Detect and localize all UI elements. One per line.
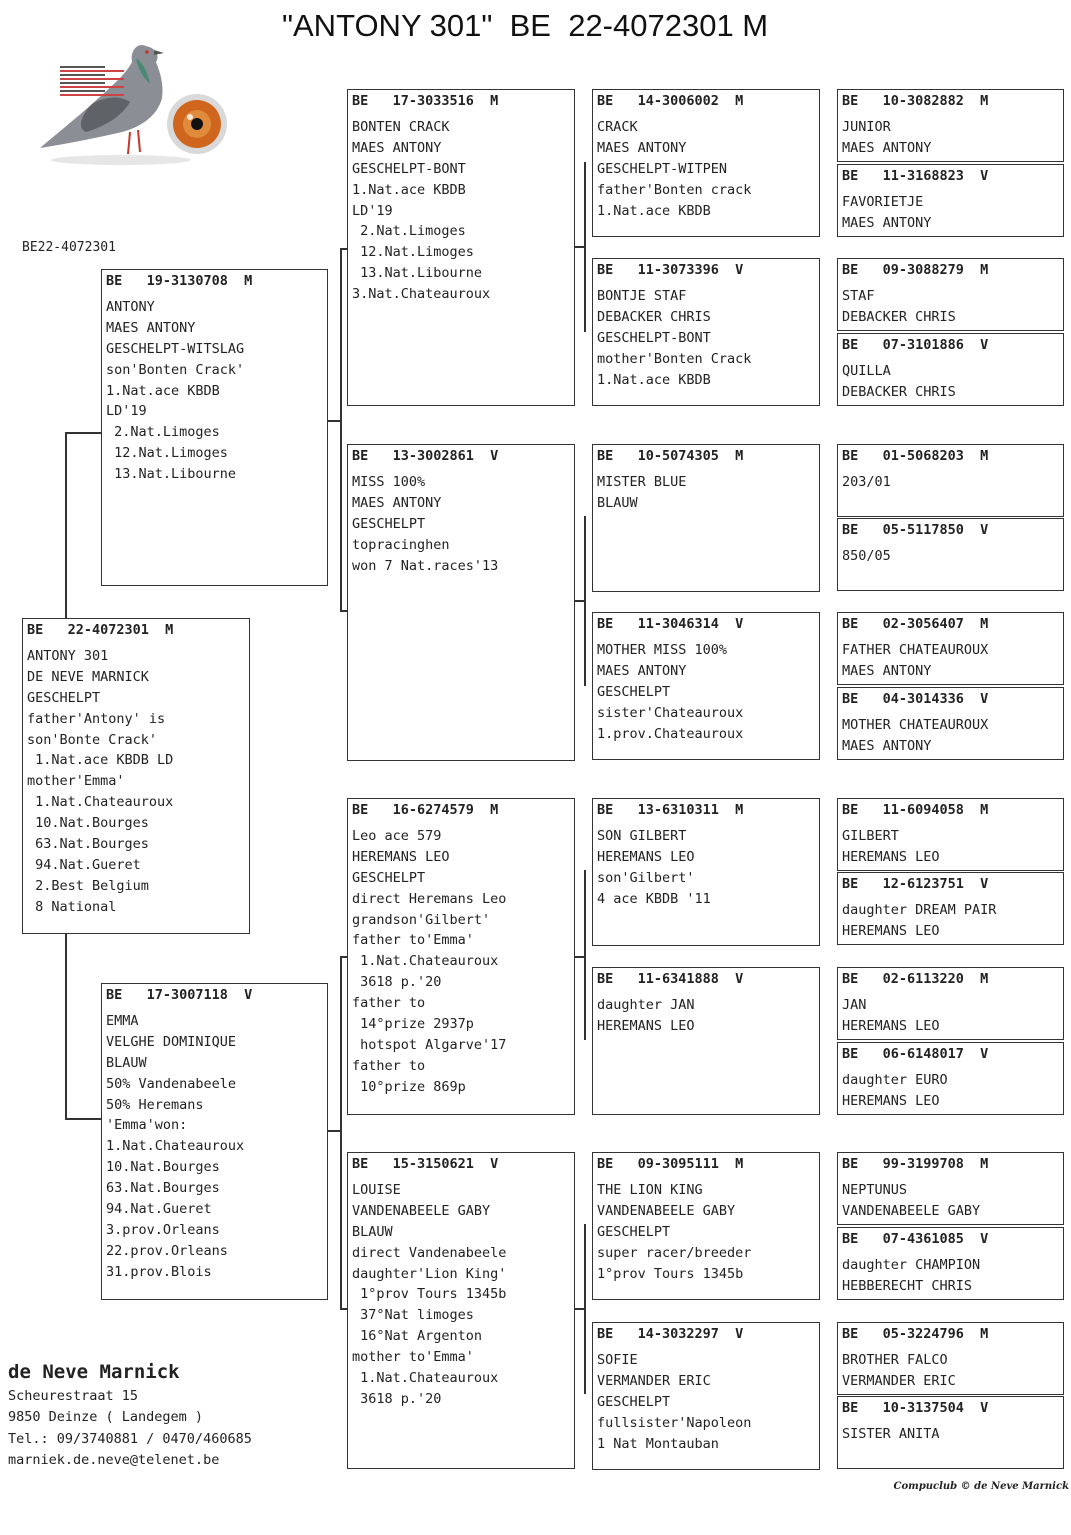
- card-lines: [352, 117, 570, 305]
- card-line: father'Bonten crack: [597, 181, 752, 198]
- card-line: LD'19: [352, 202, 393, 219]
- pedigree-card-g13: [837, 1152, 1064, 1225]
- ring-number: BE 22-4072301 M: [27, 622, 174, 638]
- card-line: 8 National: [27, 898, 117, 915]
- card-line: topracinghen: [352, 536, 450, 553]
- card-line: fullsister'Napoleon: [597, 1414, 752, 1431]
- card-line: LD'19: [106, 403, 147, 420]
- pedigree-card-g12: [837, 1042, 1064, 1115]
- pedigree-card-g10: [837, 872, 1064, 945]
- connector-line: [340, 248, 342, 610]
- card-lines: [842, 640, 1059, 682]
- card-line: VERMANDER ERIC: [597, 1372, 711, 1389]
- card-line: 2.Nat.Limoges: [106, 424, 220, 441]
- card-line: 31.prov.Blois: [106, 1263, 212, 1280]
- card-line: 94.Nat.Gueret: [106, 1201, 212, 1218]
- pedigree-card-sds: [592, 444, 820, 592]
- pedigree-card-g7: [837, 612, 1064, 685]
- card-line: sister'Chateauroux: [597, 704, 744, 721]
- ring-number: BE 19-3130708 M: [106, 273, 253, 289]
- card-line: MAES ANTONY: [842, 662, 932, 679]
- pedigree-card-g15: [837, 1322, 1064, 1395]
- connector-line: [575, 246, 585, 248]
- card-line: 850/05: [842, 547, 891, 564]
- card-line: LOUISE: [352, 1181, 401, 1198]
- card-line: DEBACKER CHRIS: [842, 308, 956, 325]
- card-line: EMMA: [106, 1012, 139, 1029]
- card-line: 37°Nat limoges: [352, 1307, 474, 1324]
- card-line: STAF: [842, 287, 875, 304]
- card-lines: [842, 472, 1059, 493]
- card-line: 1°prov Tours 1345b: [597, 1265, 744, 1282]
- card-line: MOTHER CHATEAUROUX: [842, 716, 989, 733]
- card-line: 13.Nat.Libourne: [352, 265, 483, 282]
- card-line: grandson'Gilbert': [352, 911, 491, 928]
- ring-number: BE 05-3224796 M: [842, 1326, 989, 1342]
- card-lines: [597, 995, 815, 1037]
- card-line: ANTONY: [106, 298, 155, 315]
- connector-line: [575, 956, 585, 958]
- card-lines: [106, 1011, 323, 1283]
- card-line: BLAUW: [597, 494, 638, 511]
- card-line: 50% Vandenabeele: [106, 1075, 237, 1092]
- card-line: ANTONY 301: [27, 647, 109, 664]
- card-line: MISS 100%: [352, 473, 426, 490]
- card-line: 10.Nat.Bourges: [106, 1159, 220, 1176]
- ring-number: BE 17-3007118 V: [106, 987, 253, 1003]
- card-line: direct Vandenabeele: [352, 1244, 507, 1261]
- ring-number: BE 01-5068203 M: [842, 448, 989, 464]
- pedigree-card-g6: [837, 518, 1064, 591]
- card-line: super racer/breeder: [597, 1244, 752, 1261]
- pedigree-card-dsd: [592, 967, 820, 1115]
- card-lines: [597, 826, 815, 910]
- card-line: son'Bonten Crack': [106, 361, 245, 378]
- card-line: 3618 p.'20: [352, 974, 442, 991]
- card-line: 1.Nat.ace KBDB: [352, 181, 466, 198]
- pedigree-card-dds: [592, 1152, 820, 1300]
- card-line: MAES ANTONY: [106, 319, 196, 336]
- card-line: SISTER ANITA: [842, 1425, 940, 1442]
- card-line: 13.Nat.Libourne: [106, 466, 237, 483]
- card-lines: [597, 117, 815, 222]
- pedigree-card-g8: [837, 687, 1064, 760]
- card-lines: [597, 1350, 815, 1455]
- card-line: HEREMANS LEO: [842, 1092, 940, 1109]
- pedigree-card-g4: [837, 333, 1064, 406]
- connector-line: [65, 432, 67, 620]
- ring-number: BE 13-6310311 M: [597, 802, 744, 818]
- pedigree-card-sire: [101, 269, 328, 586]
- card-lines: [597, 1180, 815, 1285]
- card-line: GESCHELPT: [597, 683, 671, 700]
- card-line: GESCHELPT-WITPEN: [597, 160, 728, 177]
- ring-number: BE 11-6094058 M: [842, 802, 989, 818]
- card-lines: [352, 472, 570, 577]
- pedigree-card-sdd: [592, 612, 820, 760]
- pedigree-card-g2: [837, 164, 1064, 237]
- card-lines: [597, 472, 815, 514]
- connector-line: [340, 248, 347, 250]
- card-line: 1 Nat Montauban: [597, 1435, 719, 1452]
- pedigree-card-dam: [101, 983, 328, 1300]
- card-line: DEBACKER CHRIS: [597, 308, 711, 325]
- card-line: 2.Best Belgium: [27, 877, 149, 894]
- card-line: 3.Nat.Chateauroux: [352, 286, 491, 303]
- card-line: 10°prize 869p: [352, 1078, 466, 1095]
- card-line: GESCHELPT: [597, 1223, 671, 1240]
- pedigree-card-g11: [837, 967, 1064, 1040]
- connector-line: [65, 432, 101, 434]
- pedigree-card-sire-sire: [347, 89, 575, 406]
- ring-number: BE 14-3032297 V: [597, 1326, 744, 1342]
- card-line: GESCHELPT-WITSLAG: [106, 340, 245, 357]
- card-line: 1.Nat.ace KBDB: [597, 371, 711, 388]
- pedigree-card-ddd: [592, 1322, 820, 1470]
- card-line: HEREMANS LEO: [842, 1017, 940, 1034]
- card-line: daughter JAN: [597, 996, 695, 1013]
- card-line: 16°Nat Argenton: [352, 1328, 483, 1345]
- ring-number: BE 13-3002861 V: [352, 448, 499, 464]
- card-line: MAES ANTONY: [352, 139, 442, 156]
- card-line: son'Bonte Crack': [27, 731, 158, 748]
- card-lines: [842, 1180, 1059, 1222]
- ring-number: BE 04-3014336 V: [842, 691, 989, 707]
- ring-number: BE 09-3095111 M: [597, 1156, 744, 1172]
- pedigree-card-g1: [837, 89, 1064, 162]
- owner-contact: [8, 1358, 252, 1471]
- card-line: son'Gilbert': [597, 869, 695, 886]
- ring-number: BE 06-6148017 V: [842, 1046, 989, 1062]
- pedigree-card-g3: [837, 258, 1064, 331]
- card-lines: [842, 1070, 1059, 1112]
- card-line: 1.Nat.Chateauroux: [27, 794, 174, 811]
- card-line: BROTHER FALCO: [842, 1351, 948, 1368]
- card-line: HEBBERECHT CHRIS: [842, 1277, 973, 1294]
- card-line: 22.prov.Orleans: [106, 1242, 228, 1259]
- ring-number: BE 05-5117850 V: [842, 522, 989, 538]
- pedigree-card-dss: [592, 798, 820, 946]
- card-lines: [352, 1180, 570, 1410]
- card-line: won 7 Nat.races'13: [352, 557, 499, 574]
- card-line: DEBACKER CHRIS: [842, 383, 956, 400]
- connector-line: [575, 600, 585, 602]
- card-line: VERMANDER ERIC: [842, 1372, 956, 1389]
- card-lines: [842, 117, 1059, 159]
- card-line: DE NEVE MARNICK: [27, 668, 149, 685]
- card-line: mother to'Emma': [352, 1349, 474, 1366]
- ring-number: BE 11-3168823 V: [842, 168, 989, 184]
- card-line: 50% Heremans: [106, 1096, 204, 1113]
- card-line: daughter DREAM PAIR: [842, 901, 997, 918]
- card-line: 203/01: [842, 473, 891, 490]
- card-lines: [842, 1255, 1059, 1297]
- card-line: SOFIE: [597, 1351, 638, 1368]
- card-line: NEPTUNUS: [842, 1181, 908, 1198]
- ring-number: BE 11-6341888 V: [597, 971, 744, 987]
- card-line: 63.Nat.Bourges: [27, 836, 149, 853]
- card-line: 1.Nat.Chateauroux: [352, 1370, 499, 1387]
- card-line: daughter EURO: [842, 1071, 948, 1088]
- pedigree-card-g16: [837, 1396, 1064, 1469]
- card-line: father to: [352, 995, 426, 1012]
- ring-number: BE 02-6113220 M: [842, 971, 989, 987]
- card-lines: [597, 640, 815, 745]
- ring-number: BE 11-3073396 V: [597, 262, 744, 278]
- ring-number: BE 16-6274579 M: [352, 802, 499, 818]
- card-line: GESCHELPT: [352, 869, 426, 886]
- card-line: GESCHELPT: [352, 515, 426, 532]
- pedigree-card-g5: [837, 444, 1064, 517]
- logo-text-decoration: [60, 64, 124, 98]
- card-line: 4 ace KBDB '11: [597, 890, 711, 907]
- card-line: VANDENABEELE GABY: [597, 1202, 736, 1219]
- pedigree-card-g14: [837, 1227, 1064, 1300]
- card-line: BLAUW: [352, 1223, 393, 1240]
- card-line: 1.Nat.Chateauroux: [106, 1138, 245, 1155]
- card-line: CRACK: [597, 118, 638, 135]
- card-line: HEREMANS LEO: [597, 1017, 695, 1034]
- card-line: HEREMANS LEO: [842, 922, 940, 939]
- card-line: GESCHELPT-BONT: [597, 329, 711, 346]
- connector-line: [340, 610, 347, 612]
- ring-number: BE 99-3199708 M: [842, 1156, 989, 1172]
- ring-number: BE 12-6123751 V: [842, 876, 989, 892]
- card-lines: [352, 826, 570, 1098]
- pedigree-title: "ANTONY 301" BE 22-4072301 M: [282, 8, 769, 43]
- ring-number-label: BE22-4072301: [22, 240, 116, 255]
- card-line: SON GILBERT: [597, 827, 687, 844]
- card-line: THE LION KING: [597, 1181, 703, 1198]
- card-line: mother'Bonten Crack: [597, 350, 752, 367]
- ring-number: BE 14-3006002 M: [597, 93, 744, 109]
- ring-number: BE 10-3082882 M: [842, 93, 989, 109]
- card-lines: [106, 297, 323, 485]
- pedigree-card-g9: [837, 798, 1064, 871]
- card-line: BONTEN CRACK: [352, 118, 450, 135]
- connector-line: [328, 420, 341, 422]
- card-line: 3.prov.Orleans: [106, 1221, 220, 1238]
- card-line: JAN: [842, 996, 867, 1013]
- card-line: 1.Nat.Chateauroux: [352, 953, 499, 970]
- ring-number: BE 10-3137504 V: [842, 1400, 989, 1416]
- pedigree-card-sss: [592, 89, 820, 237]
- card-line: HEREMANS LEO: [842, 848, 940, 865]
- card-line: mother'Emma': [27, 773, 125, 790]
- card-line: Leo ace 579: [352, 827, 442, 844]
- card-line: 1.prov.Chateauroux: [597, 725, 744, 742]
- card-line: FATHER CHATEAUROUX: [842, 641, 989, 658]
- ring-number: BE 09-3088279 M: [842, 262, 989, 278]
- card-line: MAES ANTONY: [597, 662, 687, 679]
- ring-number: BE 17-3033516 M: [352, 93, 499, 109]
- card-line: GESCHELPT-BONT: [352, 160, 466, 177]
- card-line: GILBERT: [842, 827, 899, 844]
- card-line: hotspot Algarve'17: [352, 1036, 507, 1053]
- connector-line: [340, 956, 342, 1308]
- owner-name: de Neve Marnick: [8, 1361, 180, 1383]
- card-lines: [842, 361, 1059, 403]
- card-line: VANDENABEELE GABY: [352, 1202, 491, 1219]
- card-line: QUILLA: [842, 362, 891, 379]
- card-lines: [842, 900, 1059, 942]
- card-line: MOTHER MISS 100%: [597, 641, 728, 658]
- ring-number: BE 07-3101886 V: [842, 337, 989, 353]
- pigeon-logo: [26, 28, 236, 168]
- ring-number: BE 02-3056407 M: [842, 616, 989, 632]
- card-line: GESCHELPT: [27, 689, 101, 706]
- card-line: JUNIOR: [842, 118, 891, 135]
- card-line: VANDENABEELE GABY: [842, 1202, 981, 1219]
- card-line: MAES ANTONY: [352, 494, 442, 511]
- card-lines: [842, 826, 1059, 868]
- pedigree-card-dam-sire: [347, 798, 575, 1115]
- card-line: 1.Nat.ace KBDB: [106, 382, 220, 399]
- card-line: HEREMANS LEO: [597, 848, 695, 865]
- card-line: 12.Nat.Limoges: [106, 445, 228, 462]
- connector-line: [340, 1308, 347, 1310]
- connector-line: [65, 1118, 101, 1120]
- ring-number: BE 15-3150621 V: [352, 1156, 499, 1172]
- card-lines: [597, 286, 815, 391]
- card-line: HEREMANS LEO: [352, 848, 450, 865]
- card-line: 'Emma'won:: [106, 1117, 188, 1134]
- connector-line: [328, 1130, 341, 1132]
- ring-number: BE 11-3046314 V: [597, 616, 744, 632]
- connector-line: [65, 934, 67, 1118]
- card-line: 14°prize 2937p: [352, 1016, 474, 1033]
- pedigree-card-subject: [22, 618, 250, 934]
- card-line: MAES ANTONY: [597, 139, 687, 156]
- card-line: 1.Nat.ace KBDB LD: [27, 752, 174, 769]
- connector-line: [575, 1308, 585, 1310]
- card-lines: [842, 715, 1059, 757]
- card-lines: [842, 286, 1059, 328]
- card-line: father to'Emma': [352, 932, 474, 949]
- card-line: VELGHE DOMINIQUE: [106, 1033, 237, 1050]
- pedigree-card-dam-dam: [347, 1152, 575, 1469]
- pigeon-icon: [26, 28, 236, 168]
- ring-number: BE 07-4361085 V: [842, 1231, 989, 1247]
- card-line: 3618 p.'20: [352, 1390, 442, 1407]
- card-lines: [842, 995, 1059, 1037]
- card-line: father'Antony' is: [27, 710, 166, 727]
- pedigree-card-sire-dam: [347, 444, 575, 761]
- card-line: 1.Nat.ace KBDB: [597, 202, 711, 219]
- card-line: 2.Nat.Limoges: [352, 223, 466, 240]
- card-line: daughter'Lion King': [352, 1265, 507, 1282]
- card-line: 1°prov Tours 1345b: [352, 1286, 507, 1303]
- card-line: daughter CHAMPION: [842, 1256, 981, 1273]
- card-line: BLAUW: [106, 1054, 147, 1071]
- ring-number: BE 10-5074305 M: [597, 448, 744, 464]
- card-lines: [842, 1424, 1059, 1445]
- owner-email[interactable]: marniek.de.neve@telenet.be: [8, 1451, 220, 1468]
- card-line: 63.Nat.Bourges: [106, 1180, 220, 1197]
- card-line: FAVORIETJE: [842, 193, 924, 210]
- owner-address: Scheurestraat 15: [8, 1388, 139, 1404]
- owner-city: 9850 Deinze ( Landegem ): [8, 1409, 204, 1426]
- card-lines: [842, 546, 1059, 567]
- connector-line: [340, 956, 347, 958]
- card-line: MAES ANTONY: [842, 214, 932, 231]
- card-lines: [27, 646, 245, 918]
- card-line: 10.Nat.Bourges: [27, 815, 149, 832]
- card-line: 12.Nat.Limoges: [352, 244, 474, 261]
- card-line: 94.Nat.Gueret: [27, 856, 141, 873]
- card-line: MAES ANTONY: [842, 139, 932, 156]
- card-lines: [842, 1350, 1059, 1392]
- connector-line: [584, 870, 586, 1040]
- card-line: direct Heremans Leo: [352, 890, 507, 907]
- card-line: BONTJE STAF: [597, 287, 687, 304]
- software-credit: Compuclub © de Neve Marnick: [893, 1481, 1069, 1492]
- card-line: MISTER BLUE: [597, 473, 687, 490]
- card-line: father to: [352, 1057, 426, 1074]
- card-line: GESCHELPT: [597, 1393, 671, 1410]
- pedigree-card-ssd: [592, 258, 820, 406]
- owner-phone: Tel.: 09/3740881 / 0470/460685: [8, 1430, 252, 1447]
- card-line: MAES ANTONY: [842, 737, 932, 754]
- card-lines: [842, 192, 1059, 234]
